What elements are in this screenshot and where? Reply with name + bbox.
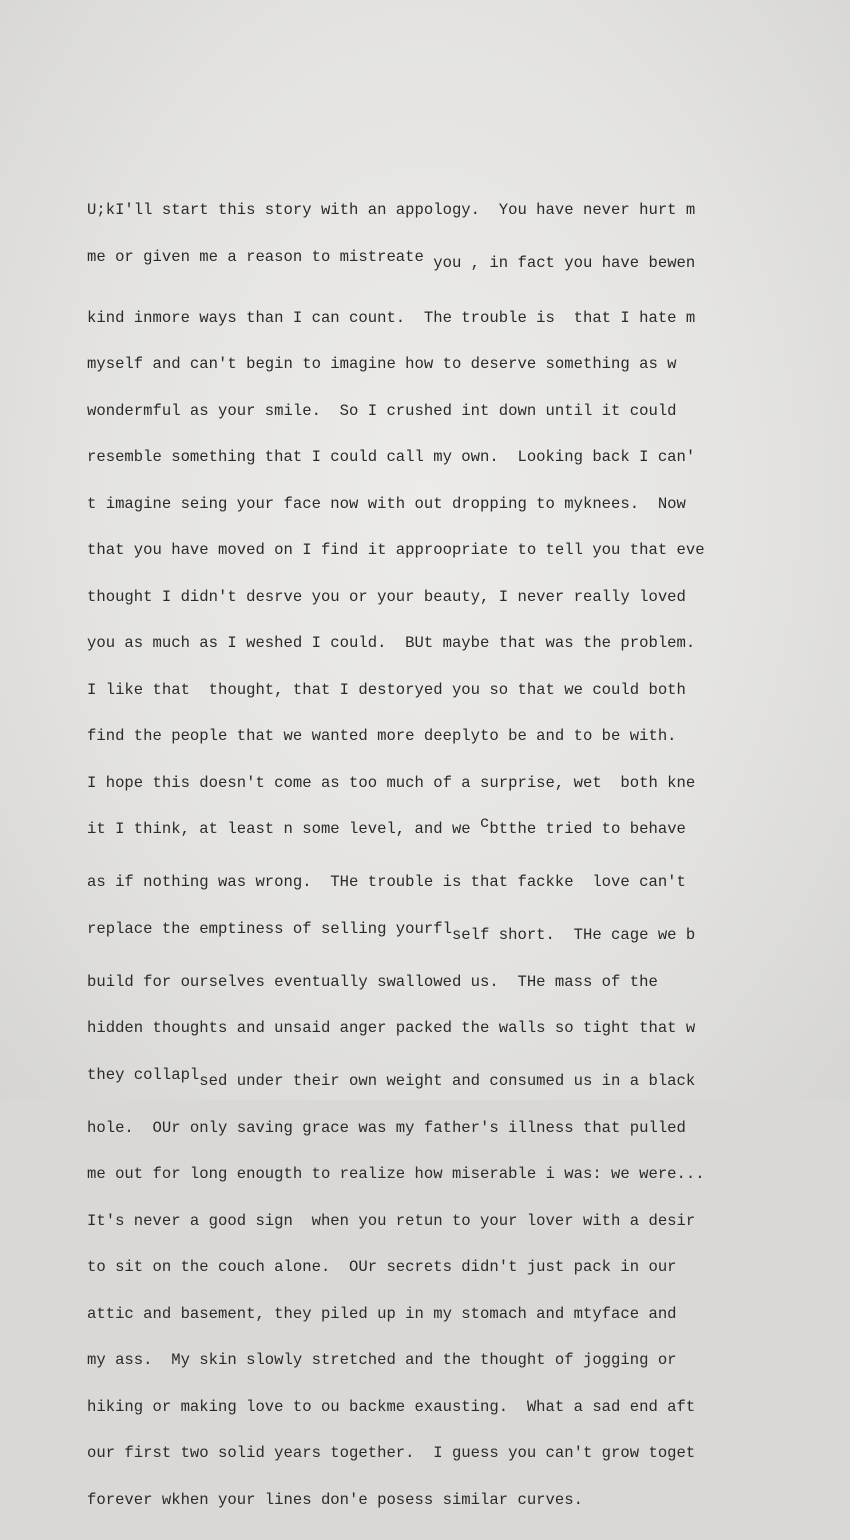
text-fragment: me or given me a reason to mistreate xyxy=(87,247,434,266)
text-fragment: sed under their own weight and consumed us in a black xyxy=(199,1071,696,1090)
text-fragment: , in fact you have bewen xyxy=(461,253,696,272)
text-line: forever wkhen your lines don'e posess similar curves. xyxy=(87,1490,583,1509)
text-line: U;kI'll start this story with an appology. You have never hurt m xyxy=(87,201,696,219)
text-line: wondermful as your smile. So I crushed int down until it could xyxy=(87,401,677,420)
text-line xyxy=(87,247,767,272)
text-fragment: self short. THe cage we b xyxy=(451,925,696,944)
text-line: our first two solid years together. I guess you can't grow toget xyxy=(87,1444,696,1462)
text-line: build for ourselves eventually swallowed us. THe mass of the xyxy=(87,972,658,991)
text-line xyxy=(87,814,767,844)
text-fragment: c xyxy=(480,814,490,832)
text-line: resemble something that I could call my own. Looking back I can' xyxy=(87,448,696,466)
text-fragment: it I think, at least n some level, and we xyxy=(87,820,481,838)
text-line: hidden thoughts and unsaid anger packed the walls so tight that w xyxy=(87,1019,696,1037)
text-line: myself and can't begin to imagine how to deserve something as w xyxy=(87,355,677,373)
text-line: me out for long enougth to realize how miserable i was: we were... xyxy=(87,1165,705,1183)
typewritten-letter xyxy=(87,172,767,1539)
text-fragment: you xyxy=(433,253,462,272)
text-fragment: btthe tried to behave xyxy=(489,820,686,838)
text-line: I like that thought, that I destoryed you so that we could both xyxy=(87,680,686,699)
text-line: thought I didn't desrve you or your beauty, I never really loved xyxy=(87,587,686,606)
text-line: to sit on the couch alone. OUr secrets didn't just pack in our xyxy=(87,1258,677,1276)
text-line: hiking or making love to ou backme exausting. What a sad end aft xyxy=(87,1397,696,1416)
text-line: I hope this doesn't come as too much of a surprise, wet both kne xyxy=(87,773,696,792)
text-line xyxy=(87,1065,767,1090)
text-line xyxy=(87,919,767,944)
text-line: kind inmore ways than I can count. The trouble is that I hate m xyxy=(87,308,696,327)
text-line: attic and basement, they piled up in my stomach and mtyface and xyxy=(87,1304,677,1323)
text-line: hole. OUr only saving grace was my father's illness that pulled xyxy=(87,1118,686,1137)
text-fragment: replace the emptiness of selling yourfl xyxy=(87,919,452,938)
text-line: my ass. My skin slowly stretched and the thought of jogging or xyxy=(87,1351,677,1369)
text-line: as if nothing was wrong. THe trouble is that fackke love can't xyxy=(87,873,686,891)
text-line: t imagine seing your face now with out dropping to myknees. Now xyxy=(87,494,686,513)
text-line: you as much as I weshed I could. BUt maybe that was the problem. xyxy=(87,634,696,652)
text-line: It's never a good sign when you retun to your lover with a desir xyxy=(87,1211,696,1230)
text-line: find the people that we wanted more deeplyto be and to be with. xyxy=(87,727,677,745)
text-line: that you have moved on I find it approopriate to tell you that eve xyxy=(87,541,705,559)
text-fragment: they collapl xyxy=(87,1065,200,1084)
